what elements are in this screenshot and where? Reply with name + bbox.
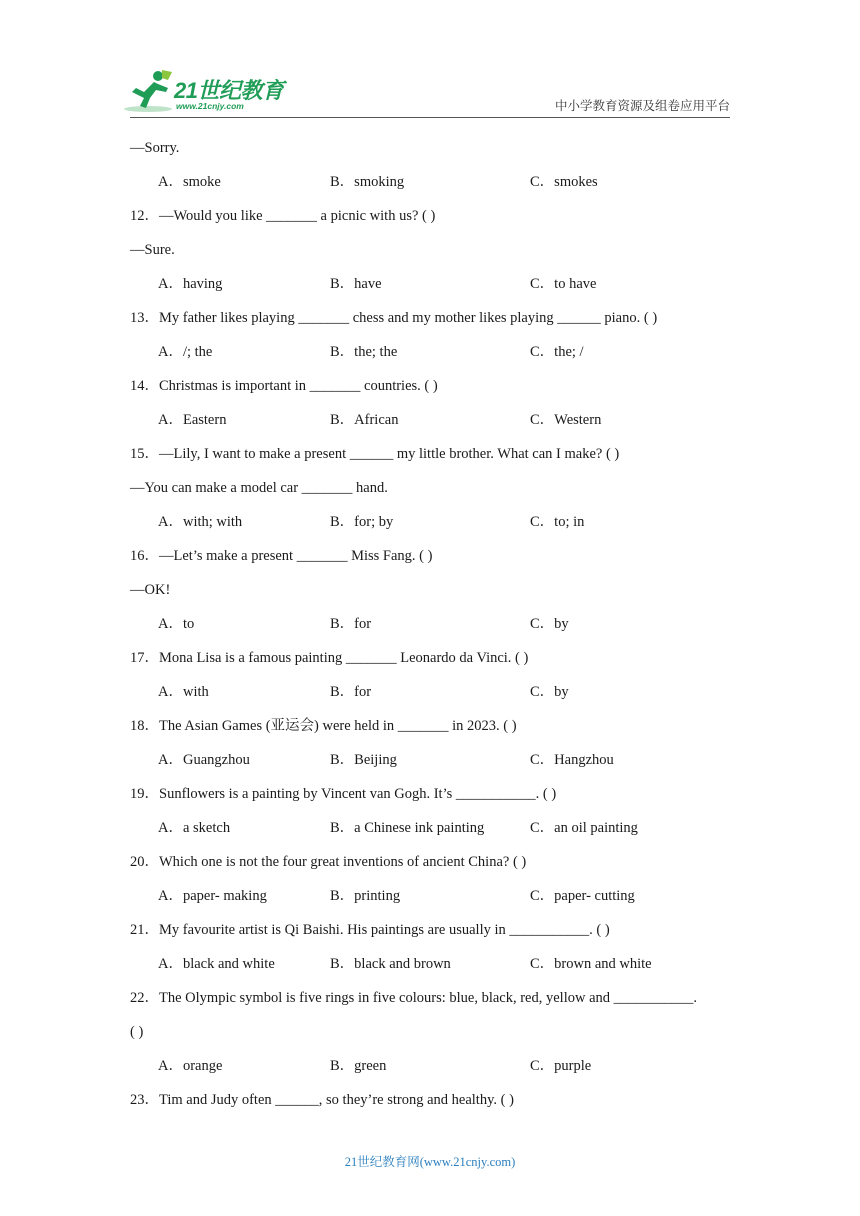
answer-options	[130, 267, 730, 301]
answer-options	[130, 505, 730, 539]
answer-options	[130, 947, 730, 981]
question-text: 18．The Asian Games (亚运会) were held in _______ in 2023. ( )	[130, 718, 517, 734]
answer-options	[130, 675, 730, 709]
option-a: A．with; with	[158, 514, 243, 530]
option-a: A．black and white	[158, 956, 275, 972]
option-a: A．paper- making	[158, 888, 267, 904]
answer-options	[130, 1049, 730, 1083]
answer-options	[130, 165, 730, 199]
option-b: B．the; the	[330, 344, 398, 360]
option-c: C．by	[530, 684, 569, 700]
option-a: A．to	[158, 616, 195, 632]
option-b: B．for; by	[330, 514, 394, 530]
option-c: C．smokes	[530, 174, 598, 190]
option-b: B．printing	[330, 888, 401, 904]
option-a: A．/; the	[158, 344, 213, 360]
option-c: C．Hangzhou	[530, 752, 614, 768]
option-a: A．smoke	[158, 174, 221, 190]
question-text: 17．Mona Lisa is a famous painting _______ Leonardo da Vinci. ( )	[130, 650, 529, 666]
question-text: 21．My favourite artist is Qi Baishi. His paintings are usually in ___________. ( )	[130, 922, 610, 938]
question-text: 16．—Let’s make a present _______ Miss Fang. ( )	[130, 548, 433, 564]
question-text: 14．Christmas is important in _______ countries. ( )	[130, 378, 438, 394]
option-c: C．to have	[530, 276, 597, 292]
question-text: —OK!	[130, 582, 171, 598]
option-c: C．by	[530, 616, 569, 632]
logo-text: 21世纪教育	[174, 78, 284, 103]
option-c: C．paper- cutting	[530, 888, 635, 904]
question-text: 12．—Would you like _______ a picnic with us? ( )	[130, 208, 436, 224]
header-divider	[130, 117, 730, 118]
answer-options	[130, 743, 730, 777]
question-text: ( )	[130, 1024, 144, 1040]
page-header	[0, 0, 860, 125]
option-c: C．to; in	[530, 514, 585, 530]
question-text: 15．—Lily, I want to make a present ______ my little brother. What can I make? ( )	[130, 446, 620, 462]
option-c: C．the; /	[530, 344, 584, 360]
option-a: A．having	[158, 276, 223, 292]
option-a: A．orange	[158, 1058, 223, 1074]
answer-options	[130, 879, 730, 913]
question-text: —You can make a model car _______ hand.	[130, 480, 388, 496]
question-text: 13．My father likes playing _______ chess and my mother likes playing ______ piano. ( )	[130, 310, 658, 326]
header-tagline: 中小学教育资源及组卷应用平台	[554, 98, 730, 113]
site-logo	[122, 68, 292, 116]
question-text: —Sure.	[130, 242, 175, 258]
option-a: A．a sketch	[158, 820, 231, 836]
option-b: B．Beijing	[330, 752, 397, 768]
answer-options	[130, 811, 730, 845]
option-c: C．an oil painting	[530, 820, 638, 836]
option-a: A．with	[158, 684, 209, 700]
option-b: B．have	[330, 276, 382, 292]
question-list	[130, 131, 730, 1117]
option-b: B．for	[330, 616, 372, 632]
option-c: C．brown and white	[530, 956, 652, 972]
option-c: C．purple	[530, 1058, 592, 1074]
runner-logo-icon	[122, 68, 174, 114]
answer-options	[130, 335, 730, 369]
option-c: C．Western	[530, 412, 602, 428]
page-footer: 21世纪教育网(www.21cnjy.com)	[344, 1155, 516, 1169]
option-b: B．a Chinese ink painting	[330, 820, 485, 836]
option-b: B．smoking	[330, 174, 405, 190]
question-text: 22．The Olympic symbol is five rings in five colours: blue, black, red, yellow and ___________.	[130, 990, 698, 1006]
option-a: A．Guangzhou	[158, 752, 250, 768]
option-b: B．green	[330, 1058, 387, 1074]
answer-options	[130, 607, 730, 641]
answer-options	[130, 403, 730, 437]
option-b: B．for	[330, 684, 372, 700]
option-b: B．African	[330, 412, 399, 428]
question-text: —Sorry.	[130, 140, 180, 156]
question-text: 23．Tim and Judy often ______, so they’re strong and healthy. ( )	[130, 1092, 514, 1108]
question-text: 19．Sunflowers is a painting by Vincent van Gogh. It’s ___________. ( )	[130, 786, 557, 802]
logo-url: www.21cnjy.com	[176, 101, 244, 111]
question-text: 20．Which one is not the four great inventions of ancient China? ( )	[130, 854, 527, 870]
option-a: A．Eastern	[158, 412, 227, 428]
option-b: B．black and brown	[330, 956, 451, 972]
